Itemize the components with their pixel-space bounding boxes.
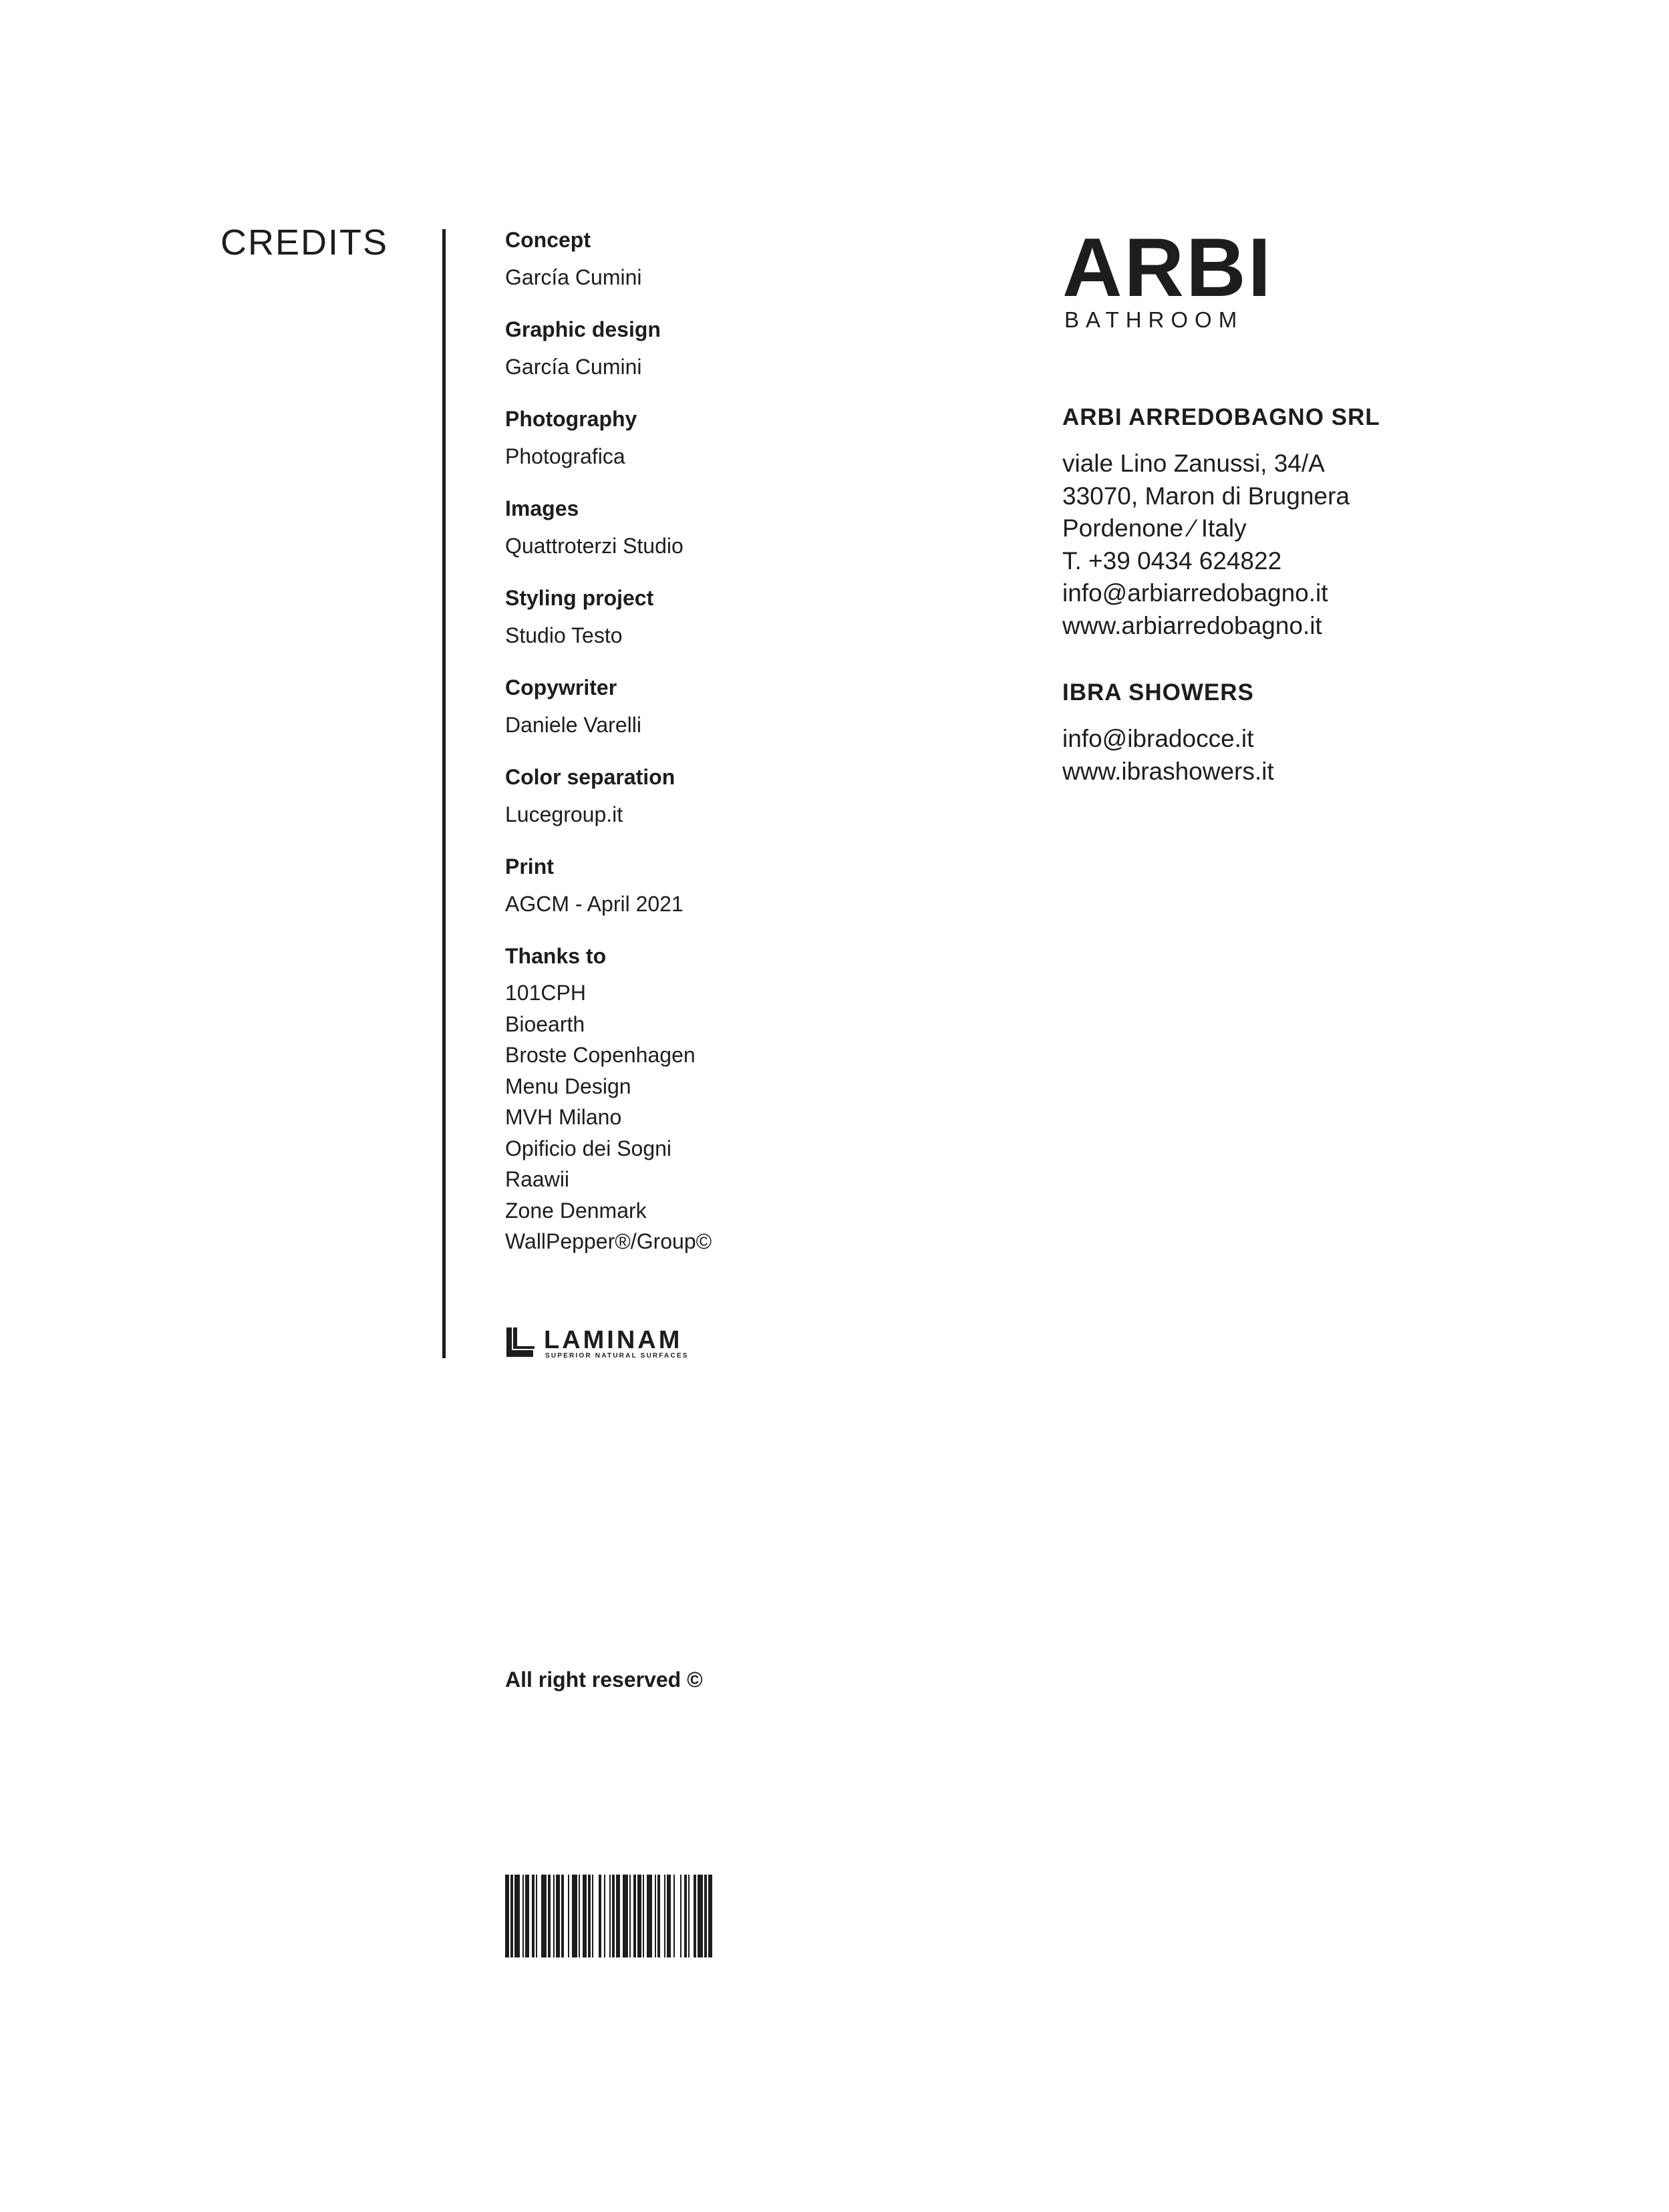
credit-label: Copywriter xyxy=(505,675,617,699)
barcode-bar xyxy=(553,1875,555,1957)
barcode-bar xyxy=(536,1875,537,1957)
barcode-bar xyxy=(599,1875,601,1957)
logo-subtitle: BATHROOM xyxy=(1064,307,1244,332)
barcode-bar xyxy=(667,1875,671,1957)
barcode-bar xyxy=(623,1875,628,1957)
barcode-bar xyxy=(698,1875,703,1957)
list-item: MVH Milano xyxy=(505,1105,622,1129)
barcode-bar xyxy=(655,1875,656,1957)
barcode-bar xyxy=(684,1875,687,1957)
barcode-bar xyxy=(532,1875,535,1957)
company-details xyxy=(1062,448,1530,642)
credit-value: Daniele Varelli xyxy=(505,713,641,737)
address-line: viale Lino Zanussi, 34/A xyxy=(1062,450,1325,477)
barcode-bar xyxy=(604,1875,605,1957)
credit-label: Images xyxy=(505,496,579,520)
address-line: 33070, Maron di Brugnera xyxy=(1062,482,1350,510)
thanks-list xyxy=(505,977,973,1257)
credit-concept xyxy=(505,224,973,293)
thanks-section xyxy=(505,940,973,1257)
credit-color-separation xyxy=(505,761,973,830)
barcode-bar xyxy=(592,1875,593,1957)
credit-label: Color separation xyxy=(505,765,675,789)
laminam-logo xyxy=(505,1326,739,1360)
barcode-bar xyxy=(583,1875,587,1957)
barcode-bar xyxy=(664,1875,665,1957)
barcode-bar xyxy=(643,1875,644,1957)
list-item: WallPepper®/Group© xyxy=(505,1229,712,1253)
credit-graphic-design xyxy=(505,313,973,383)
email-link[interactable]: info@arbiarredobagno.it xyxy=(1062,579,1328,607)
barcode-bar xyxy=(561,1875,564,1957)
thanks-label: Thanks to xyxy=(505,944,607,968)
credit-value: Studio Testo xyxy=(505,623,623,647)
rights-notice: All right reserved © xyxy=(505,1668,703,1692)
arbi-logo xyxy=(1062,222,1273,333)
barcode-bar xyxy=(514,1875,520,1957)
barcode-bar xyxy=(647,1875,652,1957)
credit-value: García Cumini xyxy=(505,355,642,379)
list-item: Raawii xyxy=(505,1167,570,1191)
barcode xyxy=(505,1871,866,1957)
credit-value: Photografica xyxy=(505,444,625,468)
barcode-bar xyxy=(680,1875,681,1957)
credit-images xyxy=(505,492,973,562)
credit-print xyxy=(505,850,973,920)
laminam-tagline: SUPERIOR NATURAL SURFACES xyxy=(545,1352,689,1360)
website-link[interactable]: www.ibrashowers.it xyxy=(1062,757,1274,785)
list-item: Bioearth xyxy=(505,1011,585,1036)
credit-value: Quattroterzi Studio xyxy=(505,534,684,558)
credits-column xyxy=(505,224,973,1257)
credit-value: Lucegroup.it xyxy=(505,802,623,826)
barcode-bar xyxy=(505,1875,509,1957)
barcode-bar xyxy=(629,1875,631,1957)
address-line: Pordenone ⁄ Italy xyxy=(1062,514,1247,542)
credit-photography xyxy=(505,403,973,472)
barcode-bar xyxy=(579,1875,580,1957)
barcode-bar xyxy=(541,1875,547,1957)
barcode-bar xyxy=(657,1875,660,1957)
email-link[interactable]: info@ibradocce.it xyxy=(1062,725,1254,752)
barcode-bar xyxy=(525,1875,529,1957)
barcode-bar xyxy=(688,1875,690,1957)
laminam-wordmark: LAMINAM xyxy=(544,1326,683,1354)
vertical-divider xyxy=(442,229,446,1358)
barcode-bar xyxy=(694,1875,696,1957)
list-item: 101CPH xyxy=(505,981,586,1005)
barcode-bar xyxy=(704,1875,707,1957)
list-item: Opificio dei Sogni xyxy=(505,1136,672,1160)
credit-label: Concept xyxy=(505,228,591,252)
barcode-bar xyxy=(612,1875,615,1957)
credit-label: Graphic design xyxy=(505,317,661,341)
company-ibra xyxy=(1062,676,1530,788)
company-name: IBRA SHOWERS xyxy=(1062,679,1254,705)
credit-copywriter xyxy=(505,671,973,741)
credit-label: Photography xyxy=(505,407,637,431)
list-item: Menu Design xyxy=(505,1074,631,1098)
credit-value: García Cumini xyxy=(505,265,642,289)
barcode-bar xyxy=(708,1875,712,1957)
barcode-bar xyxy=(637,1875,641,1957)
page-title: CREDITS xyxy=(220,222,389,263)
barcode-bar xyxy=(588,1875,591,1957)
barcode-bar xyxy=(522,1875,524,1957)
company-name: ARBI ARREDOBAGNO SRL xyxy=(1062,404,1380,430)
company-arbi xyxy=(1062,401,1530,642)
barcode-bar xyxy=(616,1875,620,1957)
barcode-bar xyxy=(673,1875,675,1957)
credit-styling-project xyxy=(505,582,973,651)
barcode-bar xyxy=(609,1875,611,1957)
logo-wordmark: ARBI xyxy=(1062,222,1273,314)
barcode-bar xyxy=(548,1875,551,1957)
website-link[interactable]: www.arbiarredobagno.it xyxy=(1062,611,1322,639)
barcode-bar xyxy=(572,1875,577,1957)
company-details xyxy=(1062,723,1530,788)
credit-value: AGCM - April 2021 xyxy=(505,892,684,916)
barcode-bar xyxy=(633,1875,636,1957)
laminam-mark-icon xyxy=(506,1327,533,1357)
barcode-bar xyxy=(568,1875,569,1957)
barcode-bar xyxy=(510,1875,513,1957)
credit-label: Styling project xyxy=(505,586,654,610)
list-item: Zone Denmark xyxy=(505,1198,647,1223)
credit-label: Print xyxy=(505,854,554,879)
list-item: Broste Copenhagen xyxy=(505,1043,696,1067)
phone-line: T. +39 0434 624822 xyxy=(1062,546,1282,575)
barcode-bar xyxy=(556,1875,560,1957)
